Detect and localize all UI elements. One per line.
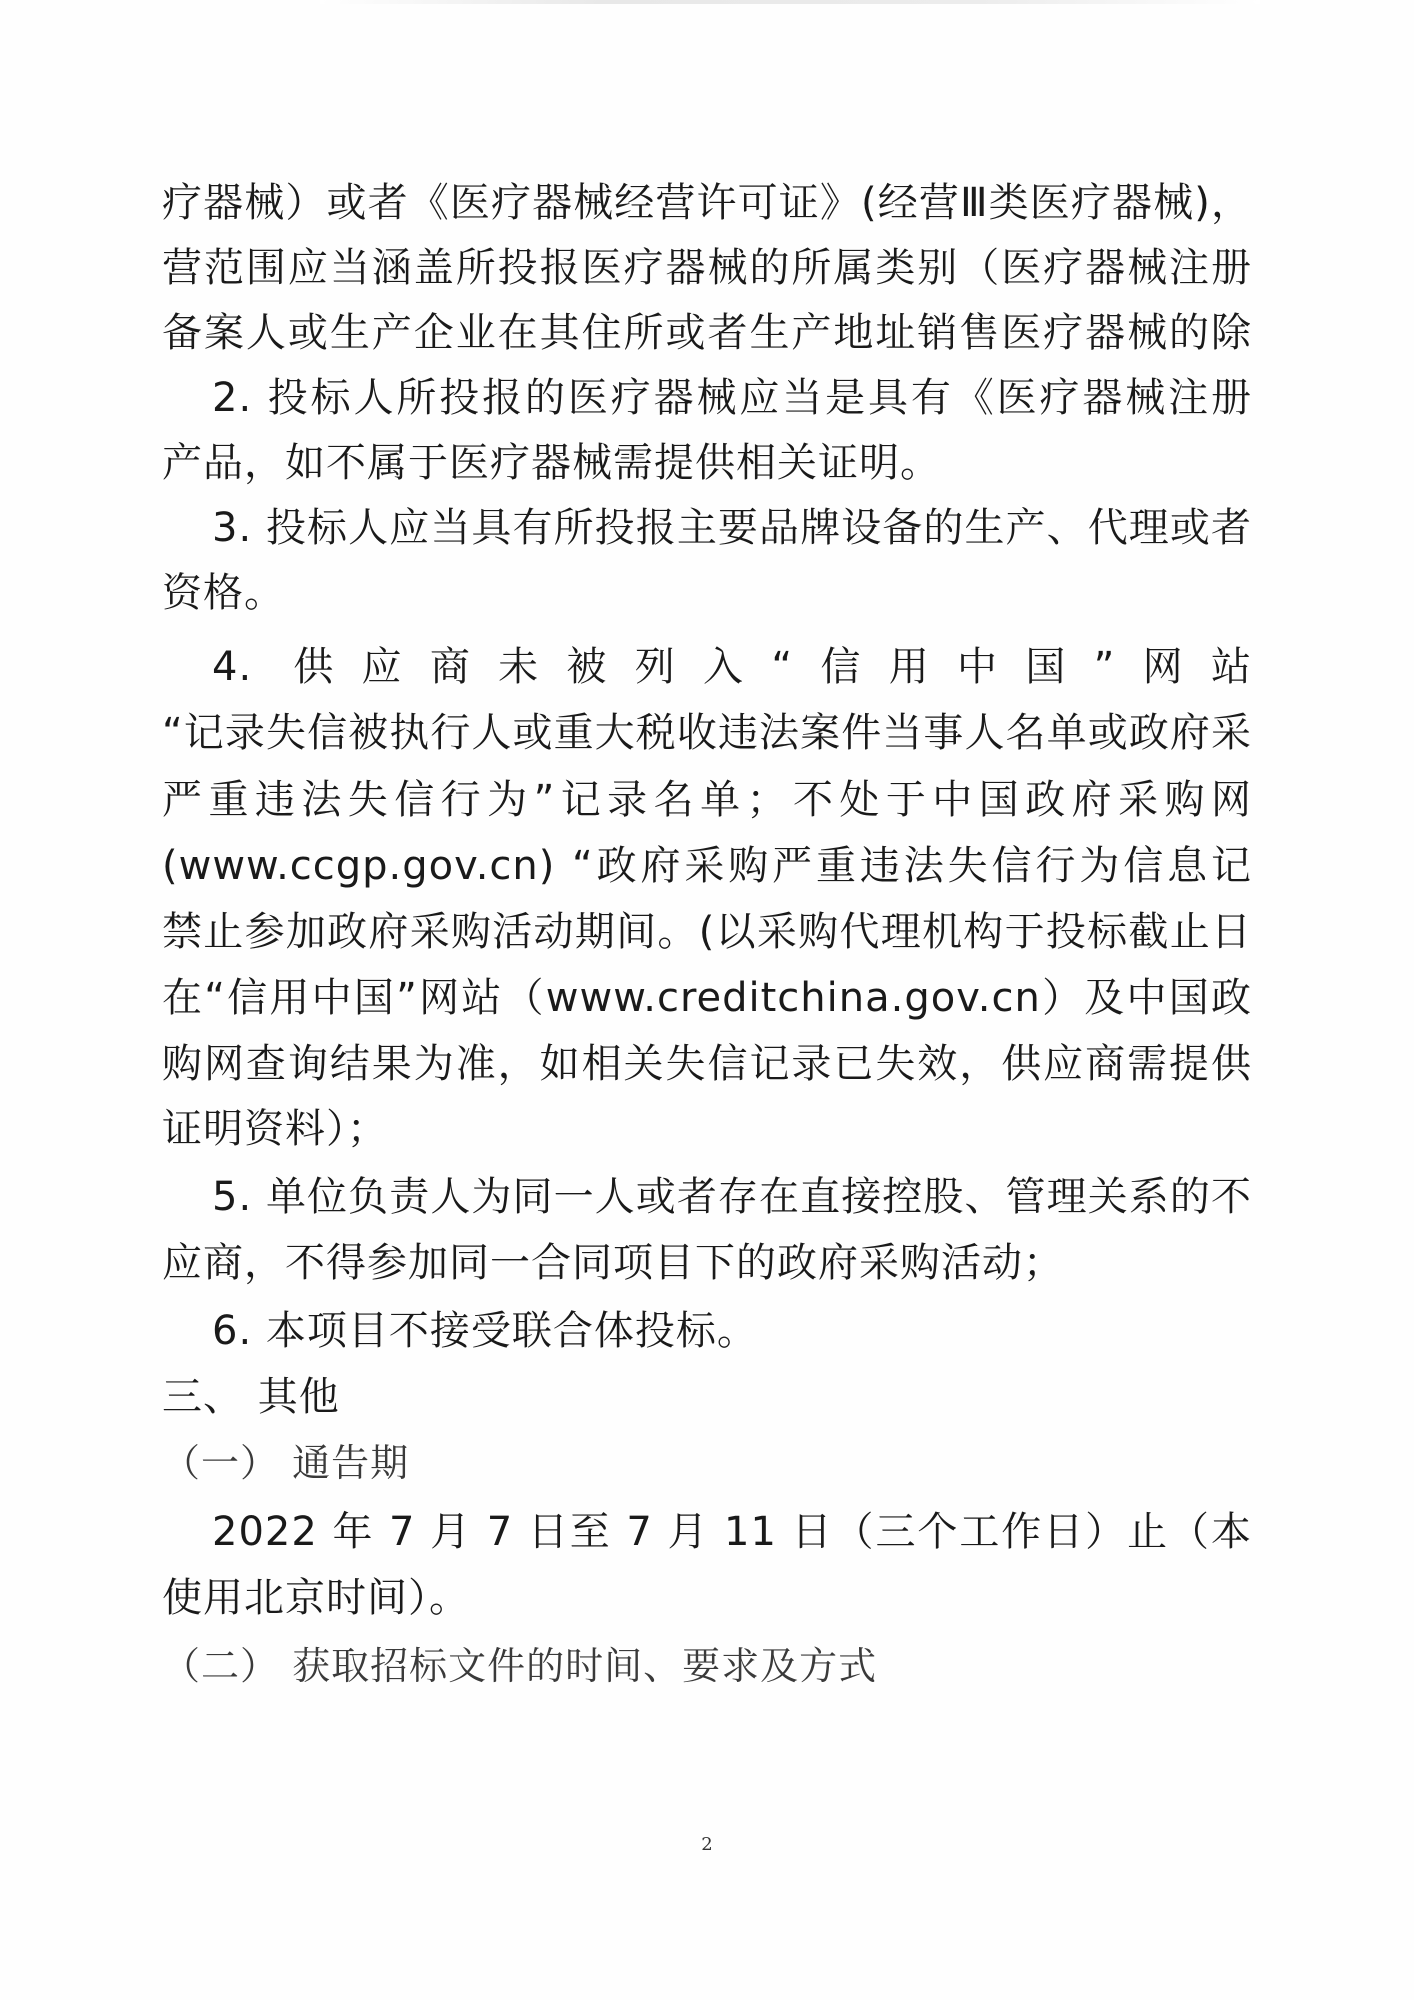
subsection-heading: （二） 获取招标文件的时间、要求及方式 — [162, 1644, 878, 1688]
text-line: 产品，如不属于医疗器械需提供相关证明。 — [162, 440, 941, 486]
text-line: 使用北京时间）。 — [162, 1575, 470, 1621]
text-line: 在“信用中国”网站（www.creditchina.gov.cn）及中国政 — [162, 975, 1252, 1021]
section-heading: 三、 其他 — [162, 1374, 340, 1420]
text-line: (www.ccgp.gov.cn) “政府采购严重违法失信行为信息记 — [162, 843, 1252, 889]
text-line: “记录失信被执行人或重大税收违法案件当事人名单或政府采 — [162, 710, 1252, 756]
text-line: 2. 投标人所投报的医疗器械应当是具有《医疗器械注册 — [212, 375, 1252, 421]
text-line: 营范围应当涵盖所投报医疗器械的所属类别（医疗器械注册 — [162, 245, 1252, 291]
text-line: 严重违法失信行为”记录名单；不处于中国政府采购网 — [162, 777, 1252, 823]
subsection-heading: （一） 通告期 — [162, 1441, 410, 1485]
text-line: 证明资料）； — [162, 1106, 388, 1152]
text-line: 禁止参加政府采购活动期间。(以采购代理机构于投标截止日 — [162, 909, 1252, 955]
text-line: 2022 年 7 月 7 日至 7 月 11 日（三个工作日）止（本 — [212, 1509, 1252, 1555]
page-number: 2 — [701, 1834, 713, 1855]
text-line: 资格。 — [162, 570, 285, 616]
text-line: 购网查询结果为准，如相关失信记录已失效，供应商需提供 — [162, 1041, 1252, 1087]
text-line: 应商，不得参加同一合同项目下的政府采购活动； — [162, 1240, 1064, 1286]
text-line: 疗器械）或者《医疗器械经营许可证》(经营Ⅲ类医疗器械)， — [162, 180, 1252, 226]
text-line: 3. 投标人应当具有所投报主要品牌设备的生产、代理或者 — [212, 505, 1252, 551]
text-line: 4. 供应商未被列入“信用中国”网站 — [212, 644, 1252, 690]
scan-edge-shadow — [320, 0, 1260, 4]
text-line: 6. 本项目不接受联合体投标。 — [212, 1308, 758, 1354]
text-line: 5. 单位负责人为同一人或者存在直接控股、管理关系的不 — [212, 1174, 1252, 1220]
text-line: 备案人或生产企业在其住所或者生产地址销售医疗器械的除 — [162, 310, 1252, 356]
